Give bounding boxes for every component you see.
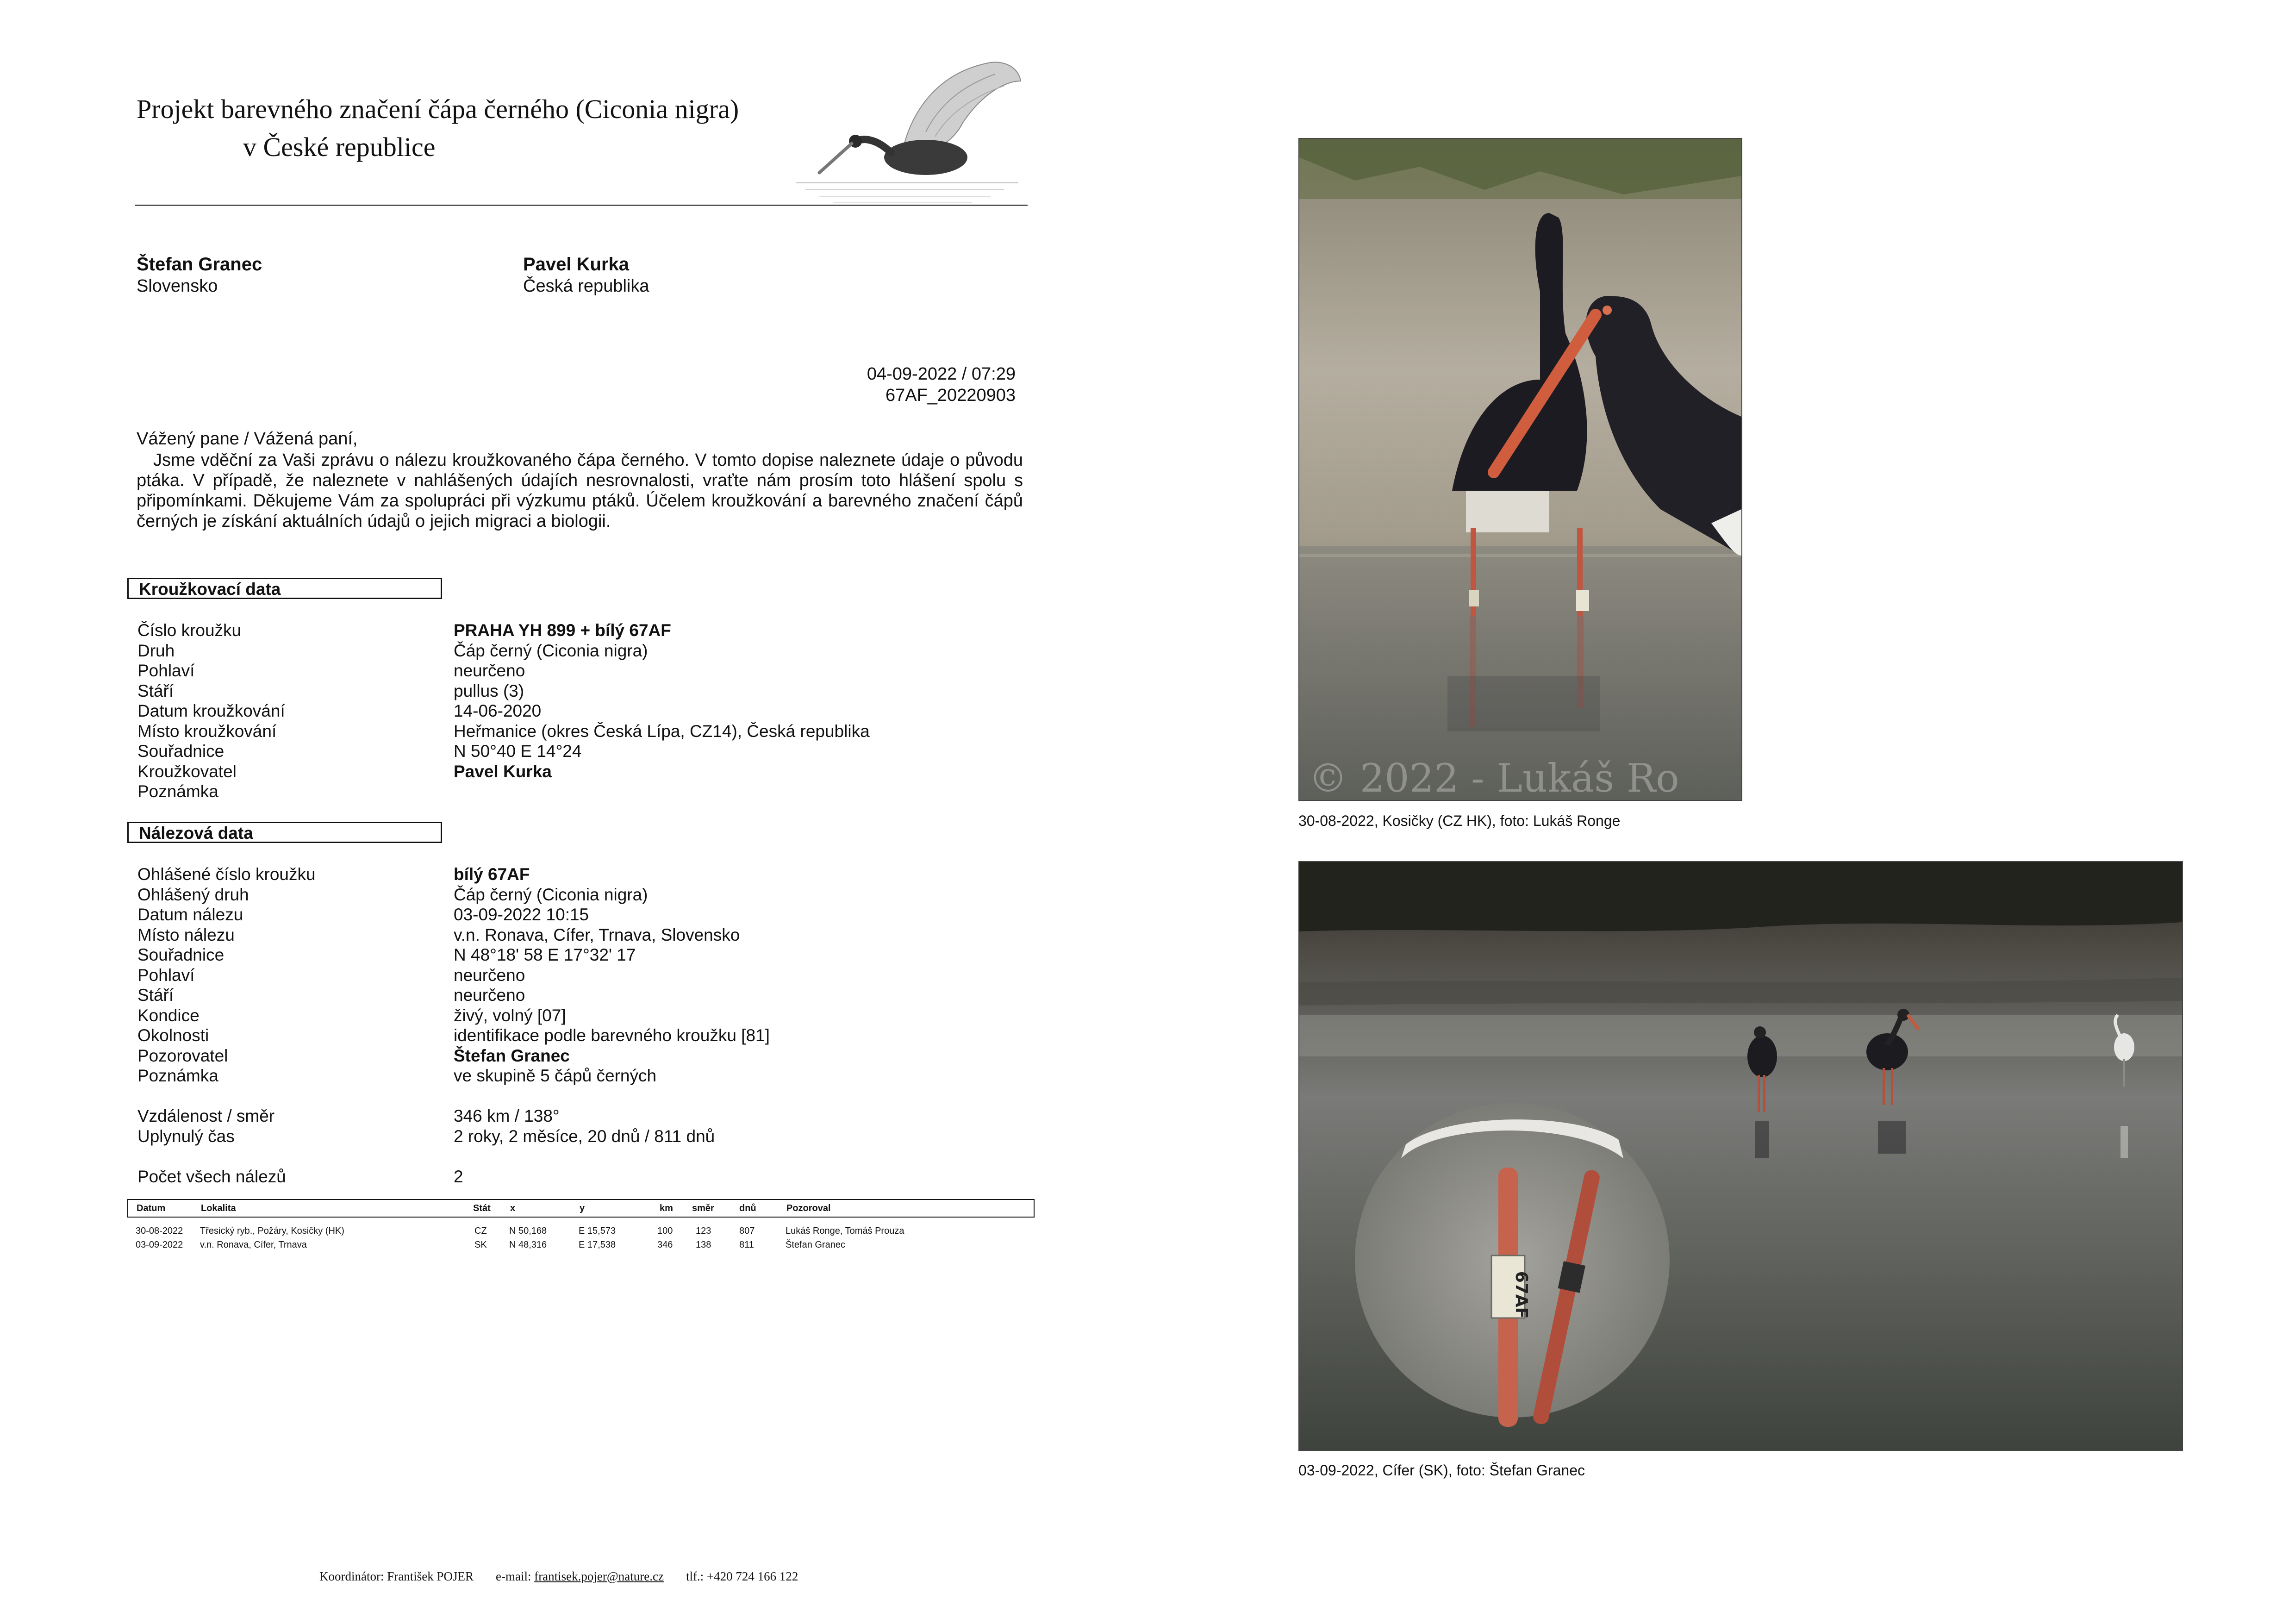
table-cell: Štefan Granec (786, 1240, 845, 1250)
photo-kosicky (1298, 138, 1742, 801)
table-cell: 807 (739, 1226, 755, 1236)
row-value: ve skupině 5 čápů černých (454, 1066, 657, 1085)
letter-reference: 67AF_20220903 (885, 386, 1016, 405)
table-cell: 100 (657, 1226, 673, 1236)
row-value: neurčeno (454, 661, 525, 680)
row-label: Souřadnice (137, 945, 225, 964)
data-row (137, 620, 870, 641)
table-cell: Třesický ryb., Požáry, Kosičky (HK) (200, 1226, 344, 1236)
black-stork-drawing-icon (787, 53, 1028, 206)
table-cell: 138 (696, 1240, 711, 1250)
footer-coordinator: Koordinátor: František POJER (319, 1569, 474, 1583)
recipient-block (137, 254, 262, 297)
data-row (137, 741, 870, 762)
column-header: y (580, 1203, 585, 1213)
table-cell: Lukáš Ronge, Tomáš Prouza (786, 1226, 904, 1236)
row-label: Poznámka (137, 1066, 218, 1085)
data-row (137, 965, 770, 986)
letter-body: Jsme vděční za Vaši zprávu o nálezu kroužkovaného čápa černého. V tomto dopise naleznete údaje o původu ptáka. V případě, že naleznete v nahlášených údajích nesrovnalosti, vraťte nám prosím toto hlášení spolu s připomínkami. Děkujeme Vám za spolupráci při výzkumu ptáků. Účelem kroužkování a barevného značení čápů černých je získání aktuálních údajů o jejich migraci a biologii. (137, 450, 1023, 531)
letter-meta (867, 363, 1016, 406)
photo-watermark: © 2022 - Lukáš Ro (1309, 756, 1679, 800)
row-value: Heřmanice (okres Česká Lípa, CZ14), Česká republika (454, 721, 870, 741)
row-value: Čáp černý (Ciconia nigra) (454, 641, 648, 660)
row-label: Ohlášené číslo kroužku (137, 865, 316, 884)
records-table (127, 1199, 1035, 1253)
ringer-value: Pavel Kurka (454, 762, 552, 781)
footer-email-label: e-mail: (495, 1569, 531, 1583)
row-label: Datum nálezu (137, 905, 243, 924)
count-summary (137, 1167, 463, 1187)
finding-section-heading (127, 822, 442, 843)
column-header: Stát (473, 1203, 491, 1213)
data-row (137, 1066, 770, 1086)
row-label: Číslo kroužku (137, 621, 242, 640)
recipient-country: Slovensko (137, 276, 218, 296)
title-line-2: v České republice (243, 132, 436, 162)
footer-phone: tlf.: +420 724 166 122 (686, 1569, 798, 1583)
row-label: Druh (137, 641, 175, 660)
row-value: pullus (3) (454, 681, 524, 700)
row-value: Čáp černý (Ciconia nigra) (454, 885, 648, 904)
row-value: N 50°40 E 14°24 (454, 742, 582, 761)
table-cell: CZ (474, 1226, 487, 1236)
data-row (137, 945, 770, 965)
column-header: Lokalita (201, 1203, 236, 1213)
table-cell: SK (474, 1240, 487, 1250)
data-row (137, 781, 870, 802)
sender-country: Česká republika (523, 276, 649, 296)
data-row (137, 885, 770, 905)
ring-label-text: 67AF (1512, 1271, 1531, 1319)
distance-value: 346 km / 138° (454, 1106, 560, 1125)
footer-email-link[interactable]: frantisek.pojer@nature.cz (534, 1569, 664, 1583)
row-label: Kondice (137, 1006, 200, 1025)
row-value: neurčeno (454, 965, 525, 985)
ring-number-value: PRAHA YH 899 + bílý 67AF (454, 621, 671, 640)
row-value: 03-09-2022 10:15 (454, 905, 589, 924)
data-row (137, 1126, 715, 1147)
table-cell: v.n. Ronava, Cífer, Trnava (200, 1240, 307, 1250)
photo-cifer (1298, 861, 2183, 1451)
data-row (137, 1006, 770, 1026)
data-row (137, 905, 770, 925)
data-row (137, 925, 770, 945)
row-label: Kroužkovatel (137, 762, 237, 781)
row-label: Datum kroužkování (137, 701, 285, 720)
data-row (137, 721, 870, 742)
data-row (137, 864, 770, 885)
row-label: Souřadnice (137, 742, 225, 761)
table-cell: E 15,573 (579, 1226, 616, 1236)
row-label: Pohlaví (137, 661, 195, 680)
ringing-section-heading (127, 578, 442, 599)
finding-data (137, 864, 770, 1086)
distance-summary (137, 1106, 715, 1146)
column-header: směr (692, 1203, 714, 1213)
row-label: Stáří (137, 986, 174, 1005)
data-row (137, 1025, 770, 1046)
reported-ring-value: bílý 67AF (454, 865, 530, 884)
distance-label: Vzdálenost / směr (137, 1106, 275, 1125)
row-value: živý, volný [07] (454, 1006, 566, 1025)
recipient-name: Štefan Granec (137, 254, 262, 275)
row-label: Místo kroužkování (137, 721, 277, 741)
table-row (127, 1239, 1035, 1253)
row-label: Místo nálezu (137, 925, 235, 944)
row-label: Okolnosti (137, 1026, 209, 1045)
title-line-1: Projekt barevného značení čápa černého (Ciconia nigra) (137, 94, 739, 124)
row-label: Poznámka (137, 782, 218, 801)
table-cell: 03-09-2022 (136, 1240, 183, 1250)
column-header: km (660, 1203, 673, 1213)
column-header: x (510, 1203, 516, 1213)
table-cell: N 48,316 (509, 1240, 547, 1250)
table-row (127, 1225, 1035, 1239)
sender-name: Pavel Kurka (523, 254, 630, 275)
table-cell: N 50,168 (509, 1226, 547, 1236)
table-cell: 123 (696, 1226, 711, 1236)
data-row (137, 1046, 770, 1066)
row-value: neurčeno (454, 986, 525, 1005)
elapsed-label: Uplynulý čas (137, 1126, 235, 1146)
table-cell: 811 (739, 1240, 754, 1250)
observer-value: Štefan Granec (454, 1046, 570, 1065)
header-divider (135, 205, 1028, 206)
footer (319, 1569, 798, 1584)
data-row (137, 701, 870, 721)
photo-caption: 30-08-2022, Kosičky (CZ HK), foto: Lukáš Ronge (1298, 812, 1621, 829)
table-cell: 346 (657, 1240, 673, 1250)
column-header: Pozoroval (786, 1203, 831, 1213)
ringing-data (137, 620, 870, 802)
row-label: Pozorovatel (137, 1046, 228, 1065)
data-row (137, 661, 870, 681)
table-cell: 30-08-2022 (136, 1226, 183, 1236)
row-value: identifikace podle barevného kroužku [81] (454, 1026, 770, 1045)
sender-block (523, 254, 649, 297)
row-value: v.n. Ronava, Cífer, Trnava, Slovensko (454, 925, 740, 944)
table-header (127, 1199, 1035, 1218)
letter-datetime: 04-09-2022 / 07:29 (867, 364, 1016, 384)
table-cell: E 17,538 (579, 1240, 616, 1250)
letter-greeting: Vážený pane / Vážená paní, (137, 429, 358, 449)
data-row (137, 1106, 715, 1126)
column-header: Datum (137, 1203, 166, 1213)
data-row (137, 985, 770, 1006)
data-row (137, 1167, 463, 1187)
row-label: Pohlaví (137, 965, 195, 985)
elapsed-value: 2 roky, 2 měsíce, 20 dnů / 811 dnů (454, 1126, 715, 1146)
finding-heading-label: Nálezová data (139, 824, 253, 843)
data-row (137, 681, 870, 701)
column-header: dnů (739, 1203, 756, 1213)
row-value: N 48°18' 58 E 17°32' 17 (454, 945, 636, 964)
row-value: 14-06-2020 (454, 701, 542, 720)
data-row (137, 762, 870, 782)
count-label: Počet všech nálezů (137, 1167, 286, 1186)
row-label: Ohlášený druh (137, 885, 249, 904)
ringing-heading-label: Kroužkovací data (139, 580, 281, 599)
count-value: 2 (454, 1167, 463, 1186)
data-row (137, 641, 870, 661)
photo-caption: 03-09-2022, Cífer (SK), foto: Štefan Granec (1298, 1462, 1585, 1479)
row-label: Stáří (137, 681, 174, 700)
page-title (137, 90, 739, 166)
